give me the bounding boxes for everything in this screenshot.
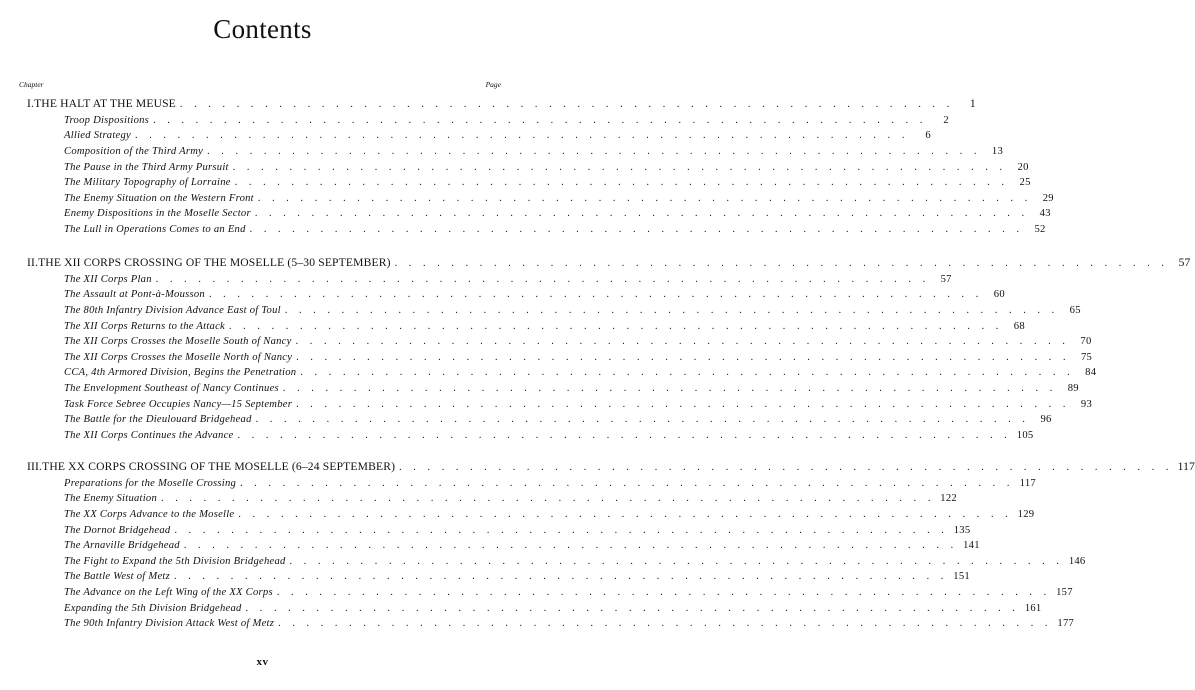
- section-title: The Lull in Operations Comes to an End: [64, 224, 246, 235]
- section-page-number: 105: [1016, 429, 1034, 441]
- chapter-page-number: 57: [1178, 256, 1191, 269]
- toc-entry: [64, 569, 970, 584]
- leader-dots: . . . . . . . . . . . . . . . . . . . . . . . . . . . . . . . . . . . . . . . . . . . . . . . . . . . . . . .: [249, 224, 1024, 235]
- toc-entry: [64, 191, 1054, 206]
- leader-dots: . . . . . . . . . . . . . . . . . . . . . . . . . . . . . . . . . . . . . . . . . . . . . . . . . . . . . . .: [289, 555, 1064, 567]
- toc-entry: [64, 585, 1073, 600]
- section-page-number: 68: [1013, 320, 1025, 332]
- section-page-number: 117: [1019, 477, 1036, 489]
- leader-dots: . . . . . . . . . . . . . . . . . . . . . . . . . . . . . . . . . . . . . . . . . . . . . . . . . . . . . . .: [135, 130, 909, 142]
- toc-entry: [64, 319, 1025, 334]
- toc-entry: [64, 160, 1029, 175]
- section-page-number: 161: [1024, 602, 1042, 614]
- leader-dots: . . . . . . . . . . . . . . . . . . . . . . . . . . . . . . . . . . . . . . . . . . . . . . . . . . . . . . .: [296, 351, 1071, 363]
- section-page-number: 60: [993, 289, 1005, 301]
- leader-dots: . . . . . . . . . . . . . . . . . . . . . . . . . . . . . . . . . . . . . . . . . . . . . . . . . . . . . . .: [254, 208, 1029, 220]
- chapter-number: II.: [27, 256, 39, 269]
- leader-dots: . . . . . . . . . . . . . . . . . . . . . . . . . . . . . . . . . . . . . . . . . . . . . . . . . . . . . . .: [255, 414, 1030, 426]
- leader-dots: . . . . . . . . . . . . . . . . . . . . . . . . . . . . . . . . . . . . . . . . . . . . . . . . . . . . . . .: [282, 383, 1057, 394]
- section-page-number: 177: [1057, 618, 1075, 630]
- section-title: The Fight to Expand the 5th Division Bridgehead: [64, 555, 286, 567]
- toc-entry: [64, 491, 957, 506]
- leader-dots: . . . . . . . . . . . . . . . . . . . . . . . . . . . . . . . . . . . . . . . . . . . . . . . . . . . . . . .: [278, 618, 1053, 630]
- leader-dots: . . . . . . . . . . . . . . . . . . . . . . . . . . . . . . . . . . . . . . . . . . . . . . . . . . . . . . .: [257, 192, 1032, 204]
- chapter-title: THE HALT AT THE MEUSE: [34, 97, 176, 110]
- section-page-number: 146: [1068, 555, 1086, 567]
- toc-entry: [64, 554, 1086, 569]
- leader-dots: . . . . . . . . . . . . . . . . . . . . . . . . . . . . . . . . . . . . . . . . . . . . . . . . . . . . . . .: [276, 587, 1051, 598]
- leader-dots: . . . . . . . . . . . . . . . . . . . . . . . . . . . . . . . . . . . . . . . . . . . . . . . . . . . . . . .: [207, 146, 981, 157]
- chapter-number: I.: [27, 97, 35, 110]
- section-title: Expanding the 5th Division Bridgehead: [64, 602, 242, 614]
- section-title: CCA, 4th Armored Division, Begins the Penetration: [64, 367, 297, 379]
- toc-entry: [64, 428, 1034, 443]
- leader-dots: . . . . . . . . . . . . . . . . . . . . . . . . . . . . . . . . . . . . . . . . . . . . . . . . . . . . . . .: [284, 305, 1059, 316]
- chapter-page-number: 117: [1177, 460, 1195, 473]
- section-page-number: 20: [1017, 161, 1029, 173]
- section-title: The Arnaville Bridgehead: [64, 540, 180, 552]
- toc-entry: [64, 476, 1036, 491]
- section-title: The XII Corps Crosses the Moselle North of Nancy: [64, 351, 293, 363]
- section-title: The XX Corps Advance to the Moselle: [64, 509, 235, 520]
- section-title: The XII Corps Returns to the Attack: [64, 320, 225, 332]
- toc-entry: [64, 365, 1097, 380]
- toc-entry: [64, 144, 1003, 159]
- toc-entry: [64, 538, 980, 553]
- toc-entry: [64, 272, 952, 287]
- section-page-number: 6: [925, 130, 931, 142]
- section-title: The Advance on the Left Wing of the XX Corps: [64, 587, 273, 598]
- section-page-number: 13: [991, 146, 1003, 157]
- leader-dots: . . . . . . . . . . . . . . . . . . . . . . . . . . . . . . . . . . . . . . . . . . . . . . . . . . . . . . .: [295, 336, 1070, 348]
- section-page-number: 135: [953, 524, 971, 536]
- section-title: The XII Corps Continues the Advance: [64, 429, 234, 441]
- chapter-title: THE XII CORPS CROSSING OF THE MOSELLE (5–30 SEPTEMBER): [38, 256, 391, 269]
- leader-dots: . . . . . . . . . . . . . . . . . . . . . . . . . . . . . . . . . . . . . . . . . . . . . . . . . . . . . . .: [228, 320, 1003, 332]
- leader-dots: . . . . . . . . . . . . . . . . . . . . . . . . . . . . . . . . . . . . . . . . . . . . . . . . . . . . . . .: [174, 571, 948, 583]
- section-page-number: 151: [953, 571, 970, 583]
- leader-dots: . . . . . . . . . . . . . . . . . . . . . . . . . . . . . . . . . . . . . . . . . . . . . . . . . . . . . . .: [238, 509, 1013, 520]
- toc-entry: [64, 128, 931, 143]
- section-title: Enemy Dispositions in the Moselle Sector: [64, 208, 251, 220]
- toc-entry: [64, 507, 1035, 522]
- section-page-number: 25: [1019, 177, 1031, 189]
- section-title: The XII Corps Plan: [64, 273, 152, 285]
- toc-entry: [64, 175, 1031, 190]
- toc-entry: [64, 222, 1046, 237]
- toc-entry: [64, 350, 1093, 365]
- leader-dots: . . . . . . . . . . . . . . . . . . . . . . . . . . . . . . . . . . . . . . . . . . . . . . . . . . . . . . .: [296, 398, 1070, 410]
- leader-dots: . . . . . . . . . . . . . . . . . . . . . . . . . . . . . . . . . . . . . . . . . . . . . . . . . . . . . . .: [155, 273, 930, 285]
- leader-dots: . . . . . . . . . . . . . . . . . . . . . . . . . . . . . . . . . . . . . . . . . . . . . . . . . . . . . . .: [234, 177, 1009, 189]
- leader-dots: . . . . . . . . . . . . . . . . . . . . . . . . . . . . . . . . . . . . . . . . . . . . . . . . . . . . . . .: [300, 367, 1075, 379]
- section-page-number: 75: [1081, 351, 1093, 363]
- section-page-number: 43: [1039, 208, 1051, 220]
- toc-entry: [64, 397, 1092, 412]
- chapter-number: III.: [27, 460, 43, 473]
- toc-entry: [64, 303, 1081, 318]
- section-title: The Pause in the Third Army Pursuit: [64, 161, 229, 173]
- toc-entry: [64, 523, 971, 538]
- section-title: The Assault at Pont-à-Mousson: [64, 289, 205, 301]
- leader-dots: . . . . . . . . . . . . . . . . . . . . . . . . . . . . . . . . . . . . . . . . . . . . . . . . . . . . . . .: [245, 602, 1020, 614]
- section-page-number: 157: [1056, 587, 1073, 598]
- toc-entry: [64, 113, 949, 128]
- section-page-number: 141: [963, 540, 980, 552]
- section-title: Troop Dispositions: [64, 114, 150, 126]
- leader-dots: . . . . . . . . . . . . . . . . . . . . . . . . . . . . . . . . . . . . . . . . . . . . . . . . . . . . . . .: [174, 524, 949, 536]
- chapter-heading: [27, 459, 1195, 474]
- leader-dots: . . . . . . . . . . . . . . . . . . . . . . . . . . . . . . . . . . . . . . . . . . . . . . . . . . . . . . .: [232, 161, 1007, 173]
- leader-dots: . . . . . . . . . . . . . . . . . . . . . . . . . . . . . . . . . . . . . . . . . . . . . . . . . . . . . . .: [240, 477, 1014, 489]
- section-title: The 90th Infantry Division Attack West of Metz: [64, 618, 275, 630]
- section-title: Allied Strategy: [64, 130, 132, 142]
- leader-dots: . . . . . . . . . . . . . . . . . . . . . . . . . . . . . . . . . . . . . . . . . . . . . . . . . . . . . . .: [237, 429, 1012, 441]
- leader-dots: . . . . . . . . . . . . . . . . . . . . . . . . . . . . . . . . . . . . . . . . . . . . . . . . . . . . . . .: [208, 289, 983, 301]
- toc-entry: [64, 412, 1052, 427]
- toc-entry: [64, 381, 1079, 396]
- leader-dots: . . . . . . . . . . . . . . . . . . . . . . . . . . . . . . . . . . . . . . . . . . . . . . . . . . . . . . .: [153, 114, 927, 126]
- section-title: The Dornot Bridgehead: [64, 524, 171, 536]
- toc-entry: [64, 206, 1051, 221]
- section-title: The XII Corps Crosses the Moselle South of Nancy: [64, 336, 292, 348]
- toc-entry: [64, 334, 1092, 349]
- leader-dots: . . . . . . . . . . . . . . . . . . . . . . . . . . . . . . . . . . . . . . . . . . . . . . . . . . . . . . .: [183, 540, 958, 552]
- section-page-number: 70: [1080, 336, 1092, 348]
- leader-dots: . . . . . . . . . . . . . . . . . . . . . . . . . . . . . . . . . . . . . . . . . . . . . . . . . . . . . . .: [161, 493, 935, 505]
- page-number-footer: xv: [256, 656, 269, 668]
- section-page-number: 129: [1017, 509, 1035, 520]
- toc-entry: [64, 601, 1042, 616]
- section-page-number: 122: [940, 493, 957, 505]
- column-header-page: Page: [485, 80, 501, 89]
- chapter-page-number: 1: [969, 97, 976, 110]
- section-title: Preparations for the Moselle Crossing: [64, 477, 237, 489]
- section-page-number: 89: [1067, 383, 1079, 394]
- leader-dots: . . . . . . . . . . . . . . . . . . . . . . . . . . . . . . . . . . . . . . . . . . . . . . . . . . . . . . .: [394, 258, 1169, 269]
- chapter-heading: [27, 96, 976, 111]
- section-page-number: 65: [1069, 305, 1081, 316]
- section-title: The Military Topography of Lorraine: [64, 177, 231, 189]
- section-title: Task Force Sebree Occupies Nancy—15 September: [64, 398, 293, 410]
- column-header-chapter: Chapter: [19, 80, 44, 89]
- section-page-number: 57: [940, 273, 952, 285]
- section-title: The 80th Infantry Division Advance East of Toul: [64, 305, 281, 316]
- section-page-number: 2: [943, 114, 949, 126]
- section-title: The Envelopment Southeast of Nancy Continues: [64, 383, 279, 394]
- section-page-number: 84: [1085, 367, 1097, 379]
- leader-dots: . . . . . . . . . . . . . . . . . . . . . . . . . . . . . . . . . . . . . . . . . . . . . . . . . . . . . . .: [179, 99, 954, 110]
- section-title: The Enemy Situation: [64, 493, 158, 505]
- section-title: The Battle West of Metz: [64, 571, 170, 583]
- toc-entry: [64, 616, 1075, 631]
- chapter-title: THE XX CORPS CROSSING OF THE MOSELLE (6–24 SEPTEMBER): [42, 460, 396, 473]
- section-page-number: 52: [1034, 224, 1046, 235]
- page-title: Contents: [213, 14, 312, 44]
- section-page-number: 93: [1080, 398, 1092, 410]
- section-page-number: 29: [1042, 192, 1054, 204]
- section-title: Composition of the Third Army: [64, 146, 204, 157]
- section-title: The Battle for the Dieulouard Bridgehead: [64, 414, 252, 426]
- section-title: The Enemy Situation on the Western Front: [64, 192, 254, 204]
- chapter-heading: [27, 255, 1191, 270]
- leader-dots: . . . . . . . . . . . . . . . . . . . . . . . . . . . . . . . . . . . . . . . . . . . . . . . . . . . . . . .: [399, 462, 1174, 473]
- toc-entry: [64, 287, 1005, 302]
- section-page-number: 96: [1040, 414, 1052, 426]
